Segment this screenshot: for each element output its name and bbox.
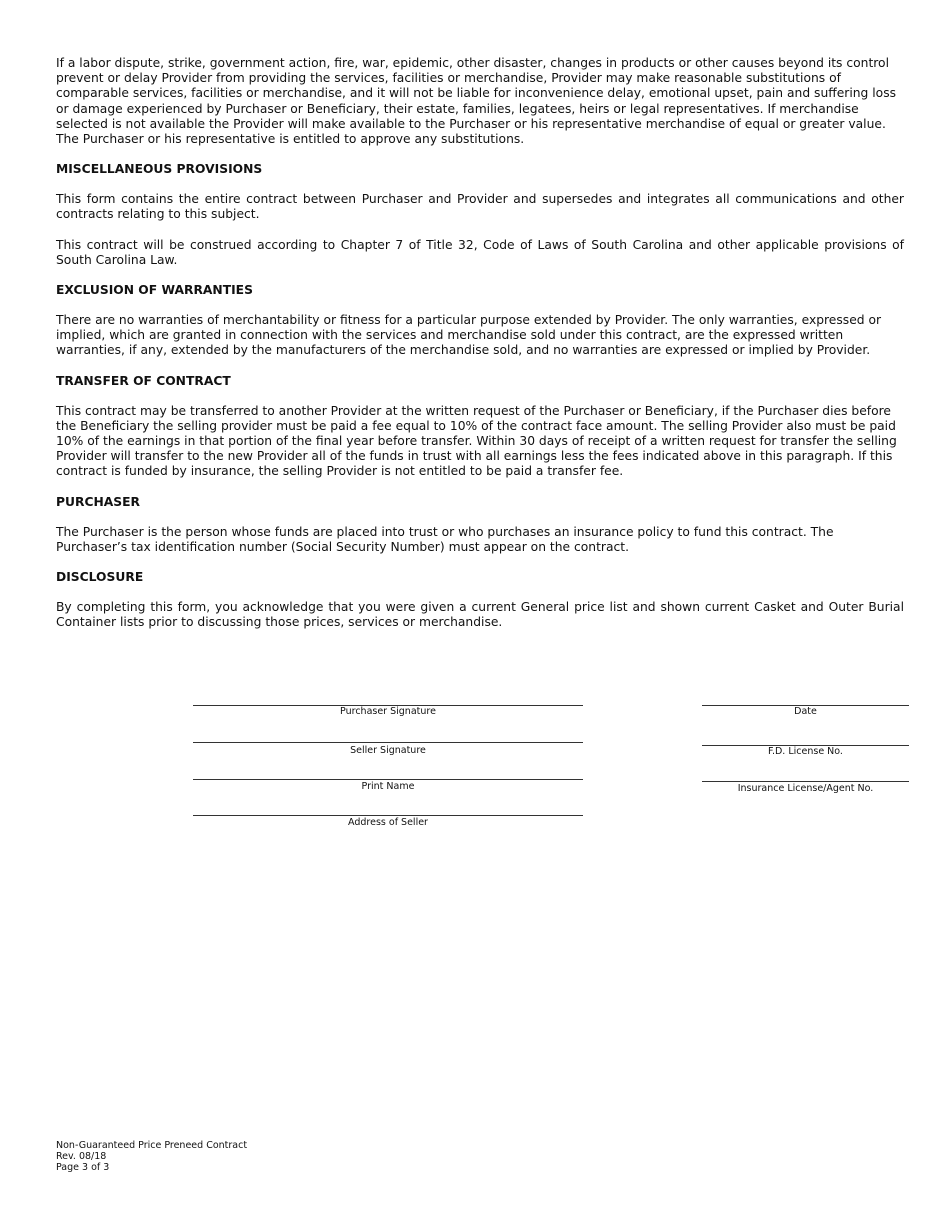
footer-page-number: Page 3 of 3 xyxy=(56,1162,110,1173)
page-footer xyxy=(56,1140,247,1173)
insurance-license-label: Insurance License/Agent No. xyxy=(737,783,874,794)
date-label: Date xyxy=(794,706,817,717)
footer-form-name: Non-Guaranteed Price Preneed Contract xyxy=(56,1140,248,1151)
insurance-license-line[interactable] xyxy=(702,781,909,782)
warranties-paragraph: There are no warranties of merchantability or fitness for a particular purpose extended by Provider. The only warranties, expressed or implied, which are granted in connection with the services and merchandise sold under this contract, are the expressed written warranties, if any, extended by the manufacturers of the merchandise sold, and no warranties are expressed or implied by Provider. xyxy=(56,313,882,358)
address-of-seller-line[interactable] xyxy=(193,815,583,816)
address-of-seller-label: Address of Seller xyxy=(348,817,428,828)
disclosure-heading: DISCLOSURE xyxy=(56,570,144,585)
fd-license-label: F.D. License No. xyxy=(768,746,843,757)
print-name-line[interactable] xyxy=(193,779,583,780)
construed-law-paragraph: This contract will be construed according to Chapter 7 of Title 32, Code of Laws of South Carolina and other applicable provisions of South Carolina Law. xyxy=(56,237,904,267)
transfer-contract-heading: TRANSFER OF CONTRACT xyxy=(56,373,231,388)
document-body xyxy=(56,56,904,645)
entire-contract-paragraph: This form contains the entire contract between Purchaser and Provider and supersedes and integrates all communications and other contracts relating to this subject. xyxy=(56,192,904,222)
seller-signature-line[interactable] xyxy=(193,742,583,743)
substitutions-paragraph: If a labor dispute, strike, government action, fire, war, epidemic, other disaster, changes in products or other causes beyond its control prevent or delay Provider from providing the services, facilities or merchandise, Provider may make reasonable substitutions of comparable services, facilities or merchandise, and it will not be liable for inconvenience delay, emotional upset, pain and suffering loss or damage experienced by Purchaser or Beneficiary, their estate, families, legatees, heirs or legal representatives. If merchandise selected is not available the Provider will make available to the Purchaser or his representative merchandise of equal or greater value. The Purchaser or his representative is entitled to approve any substitutions. xyxy=(56,56,897,147)
purchaser-paragraph: The Purchaser is the person whose funds are placed into trust or who purchases an insurance policy to fund this contract. The Purchaser’s tax identification number (Social Security Number) must appear on the contract. xyxy=(56,524,834,554)
transfer-paragraph: This contract may be transferred to another Provider at the written request of the Purchaser or Beneficiary, if the Purchaser dies before the Beneficiary the selling provider must be paid a fee equal to 10% of the contract face amount. The selling Provider also must be paid 10% of the earnings in that portion of the final year before transfer. Within 30 days of receipt of a written request for transfer the selling Provider will transfer to the new Provider all of the funds in trust with all earnings less the fees indicated above in this paragraph. If this contract is funded by insurance, the selling Provider is not entitled to be paid a transfer fee. xyxy=(56,403,897,479)
misc-provisions-heading: MISCELLANEOUS PROVISIONS xyxy=(56,162,263,177)
seller-signature-label: Seller Signature xyxy=(350,745,426,756)
purchaser-heading: PURCHASER xyxy=(56,494,141,509)
exclusion-warranties-heading: EXCLUSION OF WARRANTIES xyxy=(56,283,253,298)
purchaser-signature-label: Purchaser Signature xyxy=(340,706,436,717)
disclosure-paragraph: By completing this form, you acknowledge that you were given a current General price list and shown current Casket and Outer Burial Container lists prior to discussing those prices, services or merchandise. xyxy=(56,600,904,630)
footer-revision: Rev. 08/18 xyxy=(56,1151,107,1162)
print-name-label: Print Name xyxy=(361,781,415,792)
